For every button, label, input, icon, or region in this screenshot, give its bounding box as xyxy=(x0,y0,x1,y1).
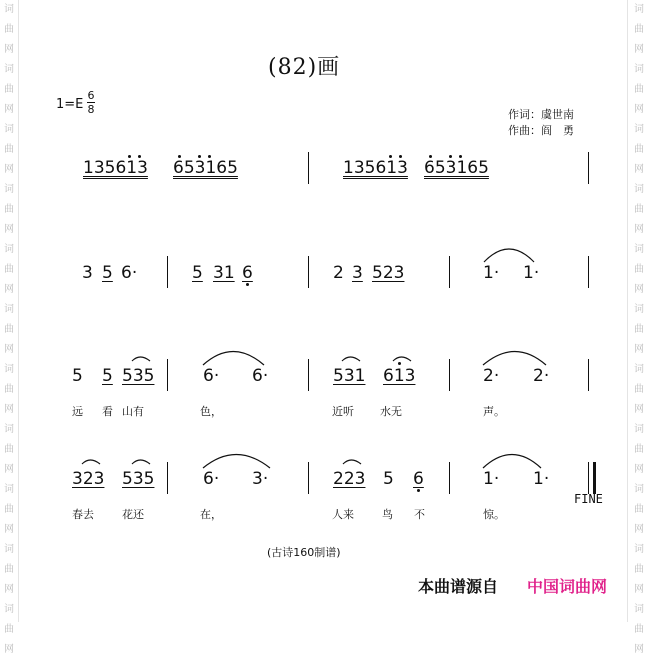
note: 6 xyxy=(413,469,424,489)
lyric: 鸟 xyxy=(382,508,393,521)
lyric: 在， xyxy=(200,508,222,521)
watermark-char: 曲 xyxy=(4,624,14,635)
watermark-char: 网 xyxy=(634,224,644,235)
watermark-char: 曲 xyxy=(634,204,644,215)
watermark-char: 网 xyxy=(4,404,14,415)
composer-credit: 作曲：阎 勇 xyxy=(508,124,574,137)
watermark-char: 网 xyxy=(4,524,14,535)
watermark-char: 网 xyxy=(4,644,14,655)
note: 5 xyxy=(383,469,394,489)
watermark-char: 曲 xyxy=(4,504,14,515)
lyric: 惊。 xyxy=(483,508,505,521)
note: 1· xyxy=(523,263,540,283)
note-group: 535 xyxy=(122,366,155,386)
watermark-char: 词 xyxy=(634,544,644,555)
watermark-char: 网 xyxy=(4,44,14,55)
watermark-char: 网 xyxy=(634,584,644,595)
watermark-char: 词 xyxy=(4,544,14,555)
note-group: 531 xyxy=(333,366,366,386)
watermark-char: 曲 xyxy=(4,84,14,95)
note: 6· xyxy=(121,263,138,283)
watermark-char: 词 xyxy=(4,424,14,435)
watermark-char: 曲 xyxy=(634,324,644,335)
watermark-char: 曲 xyxy=(4,564,14,575)
tie-arc xyxy=(484,249,534,262)
watermark-char: 曲 xyxy=(4,24,14,35)
key-signature: 1=E xyxy=(56,97,84,112)
watermark-char: 词 xyxy=(634,364,644,375)
watermark-char: 词 xyxy=(634,184,644,195)
lyric: 水无 xyxy=(380,405,402,418)
song-title: (82)画 xyxy=(268,55,341,80)
slur-arc xyxy=(343,460,361,464)
watermark-char: 网 xyxy=(634,104,644,115)
watermark-char: 曲 xyxy=(634,144,644,155)
fine-mark: FINE xyxy=(574,492,603,506)
note-group: 223 xyxy=(333,469,366,489)
watermark-char: 词 xyxy=(634,424,644,435)
watermark-char: 曲 xyxy=(4,144,14,155)
watermark-char: 曲 xyxy=(4,384,14,395)
note: 3· xyxy=(252,469,269,489)
note: 2 xyxy=(333,263,344,283)
slur-arc xyxy=(132,460,150,464)
watermark-char: 网 xyxy=(634,464,644,475)
watermark-char: 网 xyxy=(634,344,644,355)
watermark-char: 网 xyxy=(4,464,14,475)
tie-arc xyxy=(203,455,270,469)
note: 3 xyxy=(352,263,363,283)
watermark-char: 曲 xyxy=(634,564,644,575)
source-note: (古诗160制谱) xyxy=(267,546,341,559)
watermark-char: 词 xyxy=(4,64,14,75)
lyric: 山有 xyxy=(122,405,144,418)
slur-arc xyxy=(132,357,150,361)
watermark-char: 曲 xyxy=(4,324,14,335)
lyric: 近听 xyxy=(332,405,354,418)
watermark-char: 曲 xyxy=(634,504,644,515)
slur-arc xyxy=(393,357,411,361)
note: 5 xyxy=(192,263,203,283)
watermark-char: 网 xyxy=(4,164,14,175)
time-numerator: 6 xyxy=(87,89,95,102)
note: 6· xyxy=(252,366,269,386)
watermark-char: 网 xyxy=(634,44,644,55)
watermark-char: 网 xyxy=(4,344,14,355)
note: 6· xyxy=(203,366,220,386)
watermark-char: 网 xyxy=(4,224,14,235)
note: 2· xyxy=(483,366,500,386)
watermark-char: 词 xyxy=(634,244,644,255)
tie-arc xyxy=(483,455,541,469)
lyric: 色， xyxy=(200,405,222,418)
tie-arc xyxy=(203,352,264,366)
watermark-char: 词 xyxy=(4,304,14,315)
lyric: 声。 xyxy=(483,405,505,418)
watermark-char: 曲 xyxy=(634,24,644,35)
watermark-char: 网 xyxy=(634,164,644,175)
note-group: 523 xyxy=(372,263,405,283)
note-group: 135613 xyxy=(83,158,148,178)
lyric: 人来 xyxy=(332,508,354,521)
lyric: 不 xyxy=(414,508,425,521)
watermark-char: 词 xyxy=(4,244,14,255)
watermark-char: 词 xyxy=(4,124,14,135)
watermark-char: 网 xyxy=(4,284,14,295)
lyricist-credit: 作词：虞世南 xyxy=(508,108,574,121)
lyric: 花还 xyxy=(122,508,144,521)
watermark-char: 网 xyxy=(4,104,14,115)
watermark-char: 词 xyxy=(634,4,644,15)
slur-arc xyxy=(342,357,360,361)
time-denominator: 8 xyxy=(87,103,95,116)
watermark-char: 曲 xyxy=(634,444,644,455)
watermark-char: 网 xyxy=(634,284,644,295)
watermark-char: 曲 xyxy=(634,84,644,95)
note-group: 613 xyxy=(383,366,416,386)
watermark-char: 网 xyxy=(4,584,14,595)
watermark-char: 曲 xyxy=(634,264,644,275)
note-group: 653165 xyxy=(173,158,238,178)
watermark-char: 曲 xyxy=(4,444,14,455)
watermark-char: 网 xyxy=(634,404,644,415)
watermark-char: 词 xyxy=(634,64,644,75)
watermark-char: 词 xyxy=(4,4,14,15)
source-label: 本曲谱源自 xyxy=(418,577,499,596)
note: 6· xyxy=(203,469,220,489)
site-name-link[interactable]: 中国词曲网 xyxy=(527,577,608,596)
watermark-char: 词 xyxy=(4,484,14,495)
watermark-char: 词 xyxy=(634,124,644,135)
note: 5 xyxy=(72,366,83,386)
lyric: 春去 xyxy=(72,508,94,521)
note-group: 535 xyxy=(122,469,155,489)
note: 5 xyxy=(102,263,113,283)
note-group: 323 xyxy=(72,469,105,489)
lyric: 看 xyxy=(102,405,113,418)
watermark-char: 词 xyxy=(634,604,644,615)
watermark-char: 曲 xyxy=(634,384,644,395)
lyric: 远 xyxy=(72,405,83,418)
watermark-char: 词 xyxy=(4,364,14,375)
note: 1· xyxy=(483,469,500,489)
note: 6 xyxy=(242,263,253,283)
watermark-char: 词 xyxy=(634,304,644,315)
note-group: 653165 xyxy=(424,158,489,178)
tie-arc xyxy=(483,352,546,366)
watermark-char: 曲 xyxy=(4,204,14,215)
watermark-char: 曲 xyxy=(4,264,14,275)
note: 1· xyxy=(483,263,500,283)
note-group: 135613 xyxy=(343,158,408,178)
watermark-char: 网 xyxy=(634,644,644,655)
watermark-char: 词 xyxy=(4,184,14,195)
note-group: 31 xyxy=(213,263,235,283)
note: 2· xyxy=(533,366,550,386)
watermark-char: 词 xyxy=(4,604,14,615)
note: 5 xyxy=(102,366,113,386)
watermark-char: 网 xyxy=(634,524,644,535)
watermark-char: 曲 xyxy=(634,624,644,635)
note: 3 xyxy=(82,263,93,283)
slur-arc xyxy=(82,460,100,464)
watermark-char: 词 xyxy=(634,484,644,495)
note: 1· xyxy=(533,469,550,489)
